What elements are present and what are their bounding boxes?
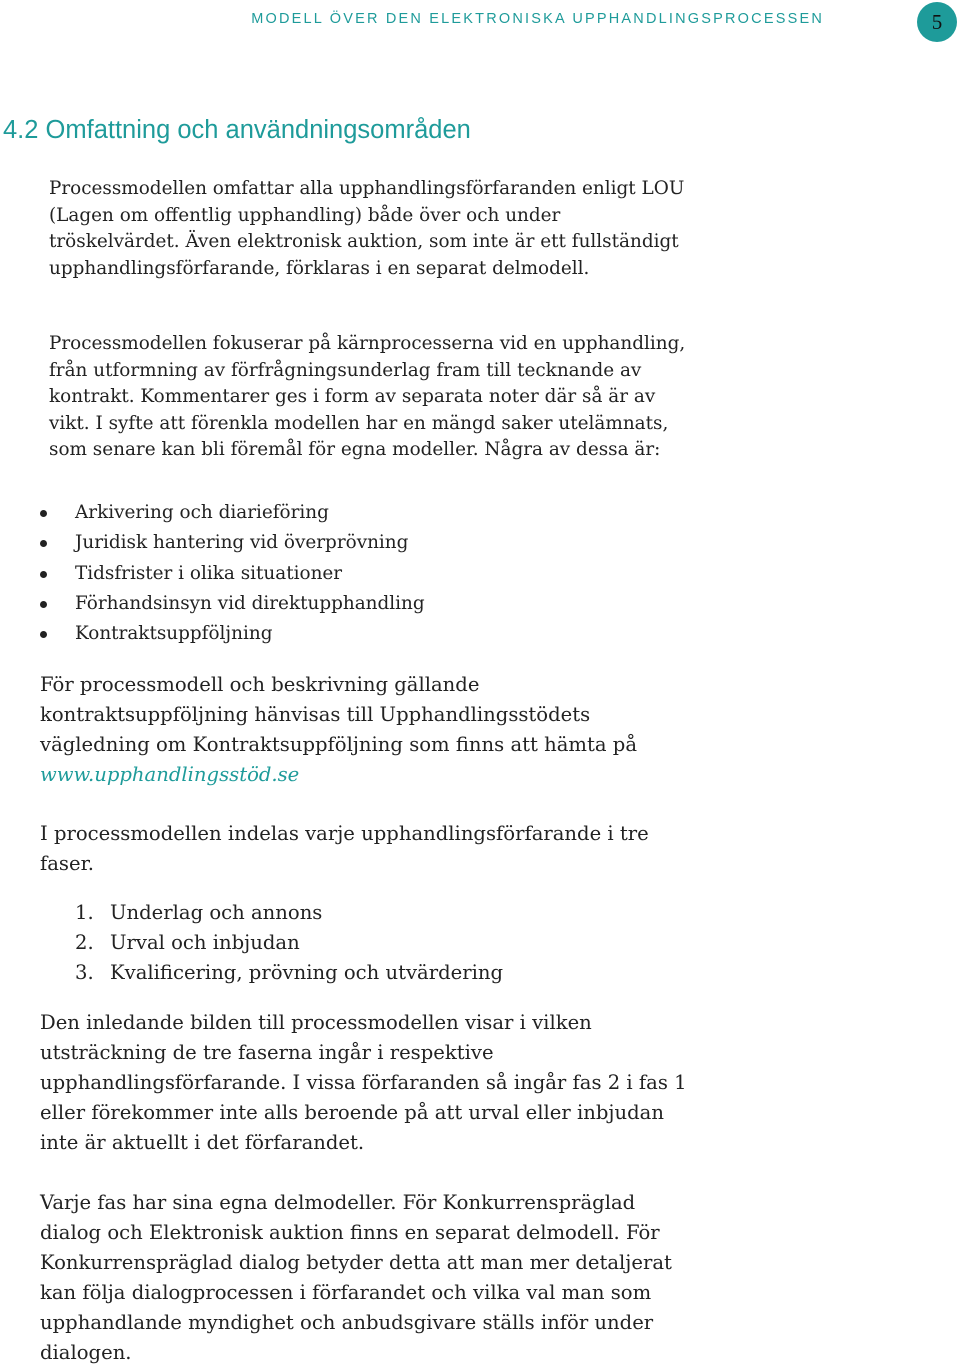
list-item — [0, 589, 425, 619]
list-item-label: Arkivering och diarieföring — [75, 502, 329, 523]
list-item — [0, 528, 425, 558]
phase-item — [0, 898, 503, 928]
bullet-icon — [40, 571, 47, 578]
paragraph-submodels: Varje fas har sina egna delmodeller. För Konkurrenspräglad dialog och Elektronisk auktion finns en separat delmodell. För Konkurrenspräglad dialog betyder detta att man mer detaljerat kan följa dialogprocessen i förfarandet och vilka val man som upphandlande myndighet och anbudsgivare ställs inför under dialogen. — [40, 1191, 672, 1364]
header-title: MODELL ÖVER DEN ELEKTRONISKA UPPHANDLINGSPROCESSEN — [251, 11, 824, 27]
list-item — [0, 498, 425, 528]
page-header — [0, 0, 960, 44]
phase-number: 3. — [75, 961, 94, 984]
phase-label: Kvalificering, prövning och utvärdering — [110, 961, 504, 984]
list-item-label: Juridisk hantering vid överprövning — [75, 532, 409, 554]
bullet-icon — [40, 540, 47, 547]
phase-number: 1. — [75, 901, 94, 924]
list-item-label: Förhandsinsyn vid direktupphandling — [75, 592, 425, 614]
phases-list — [0, 898, 503, 988]
phase-label: Urval och inbjudan — [110, 931, 300, 954]
phase-label: Underlag och annons — [110, 901, 323, 924]
bullet-icon — [40, 631, 47, 638]
list-item-label: Tidsfrister i olika situationer — [75, 562, 343, 584]
list-item — [0, 619, 425, 649]
list-item — [0, 559, 425, 589]
phase-item — [0, 958, 503, 988]
paragraph-phases-intro: I processmodellen indelas varje upphandlingsförfarande i tre faser. — [40, 822, 649, 875]
section-heading: 4.2 Omfattning och användningsområden — [3, 116, 471, 144]
paragraph-scope: Processmodellen omfattar alla upphandlingsförfaranden enligt LOU (Lagen om offentlig upphandling) både över och under tröskelvärdet. Även elektronisk auktion, som inte är ett fullständigt upphandlingsförfarande, förklaras i en separat delmodell. — [49, 178, 685, 279]
paragraph-follow-up-text: För processmodell och beskrivning gällande kontraktsuppföljning hänvisas till Upphandlingsstödets vägledning om Kontraktsuppföljning som finns att hämta på — [40, 673, 637, 756]
upphandlingsstod-link[interactable]: www.upphandlingsstöd.se — [40, 763, 300, 786]
bullet-icon — [40, 510, 47, 517]
page-number-badge: 5 — [917, 2, 957, 42]
bullet-icon — [40, 601, 47, 608]
excluded-items-list — [0, 498, 425, 649]
phase-number: 2. — [75, 931, 94, 954]
paragraph-follow-up — [40, 670, 690, 790]
paragraph-focus: Processmodellen fokuserar på kärnprocesserna vid en upphandling, från utformning av förfrågningsunderlag fram till tecknande av kontrakt. Kommentarer ges i form av separata noter där så är av vikt. I syfte att förenkla modellen har en mängd saker utelämnats, som senare kan bli föremål för egna modeller. Några av dessa är: — [49, 333, 686, 460]
list-item-label: Kontraktsuppföljning — [75, 623, 273, 645]
phase-item — [0, 928, 503, 958]
paragraph-overview: Den inledande bilden till processmodellen visar i vilken utsträckning de tre faserna ingår i respektive upphandlingsförfarande. I vissa förfaranden så ingår fas 2 i fas 1 eller förekommer inte alls beroende på att urval eller inbjudan inte är aktuellt i det förfarandet. — [40, 1011, 687, 1154]
